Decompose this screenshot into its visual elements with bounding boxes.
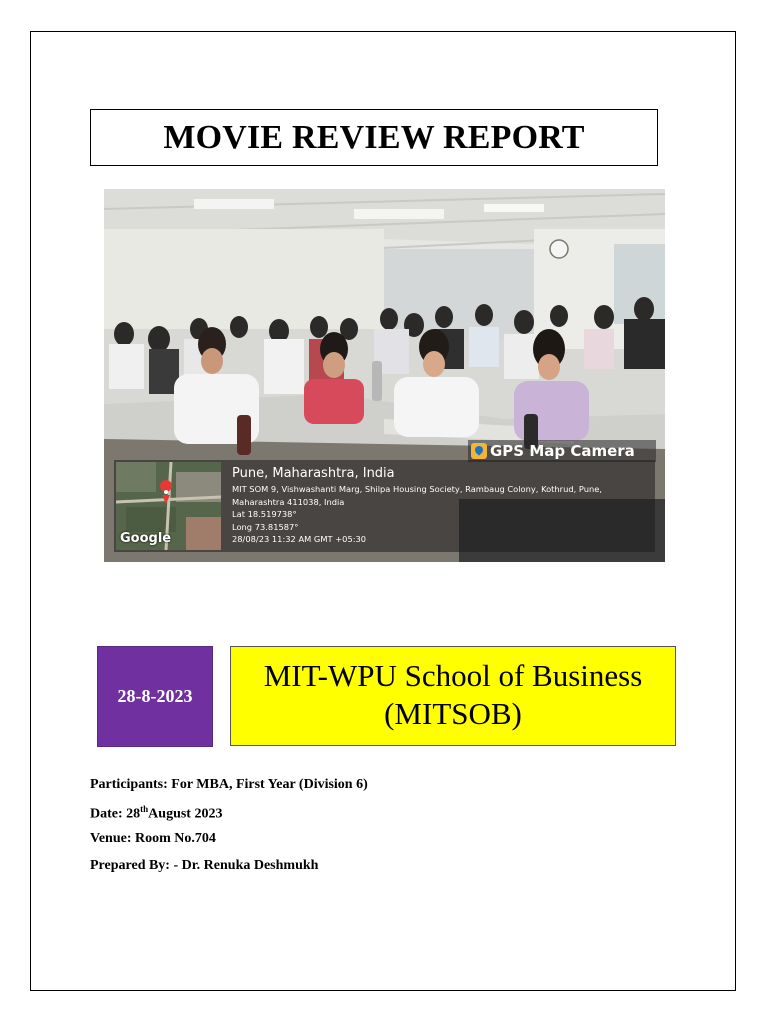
classroom-photo (104, 189, 665, 562)
report-details (90, 777, 368, 885)
participants: Participants: For MBA, First Year (Division 6) (90, 777, 368, 792)
geotag-panel (114, 460, 655, 552)
report-title: MOVIE REVIEW REPORT (163, 118, 585, 156)
geotag-city: Pune, Maharashtra, India (232, 466, 395, 481)
school-name-line2: (MITSOB) (384, 696, 522, 731)
geotag-timestamp: 28/08/23 11:32 AM GMT +05:30 (232, 534, 367, 545)
date-badge: 28-8-2023 (97, 646, 213, 747)
geotag-address-1: MIT SOM 9, Vishwashanti Marg, Shilpa Housing Society, Rambaug Colony, Kothrud, Pune, (232, 484, 603, 494)
google-logo: Google (120, 531, 172, 546)
event-date-suffix: August 2023 (148, 806, 223, 822)
title-box (90, 109, 658, 166)
event-date (90, 804, 368, 831)
gps-label-text: GPS Map Camera (490, 442, 635, 460)
venue: Venue: Room No.704 (90, 831, 216, 846)
event-date-sup: th (140, 804, 149, 814)
school-name-line1: MIT-WPU School of Business (263, 658, 643, 693)
geotag-lat: Lat 18.519738° (232, 509, 297, 520)
geotag-address-2: Maharashtra 411038, India (232, 496, 345, 507)
geotag-text (232, 466, 602, 546)
school-name-box (230, 646, 676, 746)
event-date-prefix: Date: 28 (90, 806, 141, 822)
map-thumbnail (116, 462, 221, 550)
geotag-long: Long 73.81587° (232, 521, 299, 532)
prepared-by: Prepared By: - Dr. Renuka Deshmukh (90, 858, 319, 873)
gps-map-camera-label (468, 440, 656, 462)
gps-camera-icon (471, 443, 487, 459)
